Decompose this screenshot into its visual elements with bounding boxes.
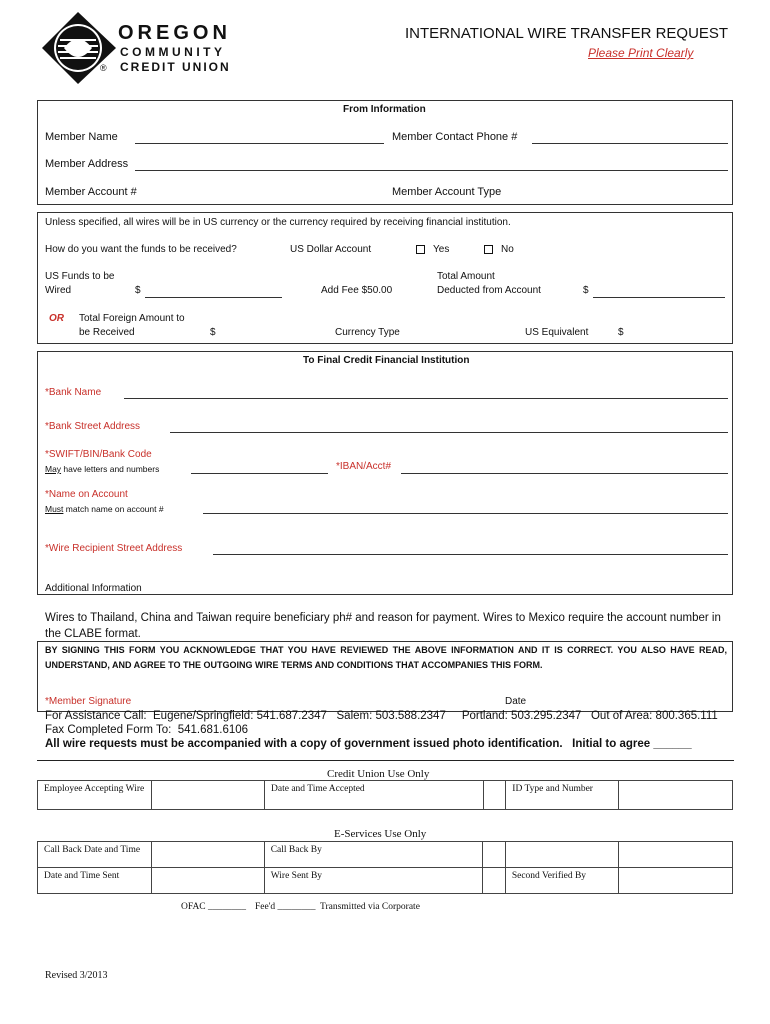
diamond-logo-icon [40,10,120,85]
recipient-street-label: *Wire Recipient Street Address [45,543,183,554]
name-on-account-field[interactable] [203,513,728,514]
bank-name-field[interactable] [124,398,728,399]
employee-accepting-label: Employee Accepting Wire [38,781,152,810]
name-note-underlined: Must [45,504,64,514]
swift-label: *SWIFT/BIN/Bank Code [45,449,152,460]
funds-box [37,212,733,344]
id-type-field[interactable] [619,781,733,810]
us-funds-label-1: US Funds to be [45,271,115,282]
blank-cell-1 [505,842,618,868]
us-funds-dollar: $ [135,285,141,296]
bank-name-label: *Bank Name [45,387,102,398]
add-fee-label: Add Fee $50.00 [321,285,393,296]
swift-field[interactable] [191,473,328,474]
bank-street-label: *Bank Street Address [45,421,141,432]
call-back-date-field[interactable] [151,842,264,868]
member-address-label: Member Address [45,158,129,170]
member-address-field[interactable] [135,170,728,171]
or-label: OR [49,313,64,324]
member-account-label: Member Account # [45,186,137,198]
no-checkbox[interactable] [484,245,493,254]
total-amount-label-1: Total Amount [437,271,495,282]
acknowledge-text: BY SIGNING THIS FORM YOU ACKNOWLEDGE THAT YOU HAVE REVIEWED THE ABOVE INFORMATION AND IT IS CORRECT. YOU ALSO HAVE READ, UNDERSTAND, AND AGREE TO THE OUTGOING WIRE TERMS AND CONDITIONS THAT ACCOMPANIES THIS FORM. [45,645,727,670]
yes-label: Yes [433,244,450,255]
member-contact-phone-field[interactable] [532,143,728,144]
swift-note-text: have letters and numbers [61,464,160,474]
total-amount-dollar: $ [583,285,589,296]
us-dollar-account-label: US Dollar Account [290,244,372,255]
call-back-by-label: Call Back By [264,842,483,868]
ofac-field[interactable]: OFAC ________ [181,902,247,912]
eservices-heading: E-Services Use Only [334,828,427,840]
date-time-sent-label: Date and Time Sent [38,868,152,894]
call-back-date-label: Call Back Date and Time [38,842,152,868]
date-time-accepted-field[interactable] [483,781,506,810]
final-credit-heading: To Final Credit Financial Institution [303,355,470,366]
swift-note-underlined: May [45,464,62,474]
cu-use-table [37,780,733,810]
revised-date: Revised 3/2013 [45,970,108,981]
cu-use-top-rule [37,760,734,761]
eservices-table [37,841,733,894]
logo-line1: OREGON [118,22,231,44]
funds-question: How do you want the funds to be received? [45,244,237,255]
wire-sent-by-label: Wire Sent By [264,868,483,894]
logo-line3: CREDIT UNION [120,60,231,74]
date-time-sent-field[interactable] [151,868,264,894]
member-name-label: Member Name [45,131,118,143]
logo [40,10,240,85]
total-amount-field[interactable] [593,297,725,298]
call-back-by-field[interactable] [483,842,506,868]
iban-field[interactable] [401,473,728,474]
second-verified-label: Second Verified By [505,868,618,894]
recipient-street-field[interactable] [213,554,728,555]
id-type-label: ID Type and Number [506,781,619,810]
wire-sent-by-field[interactable] [483,868,506,894]
form-title: INTERNATIONAL WIRE TRANSFER REQUEST [405,25,729,42]
us-equivalent-dollar: $ [618,327,624,338]
us-funds-field[interactable] [145,297,282,298]
from-information-heading: From Information [343,104,426,115]
foreign-amount-label-1: Total Foreign Amount to [79,313,185,324]
currency-type-label: Currency Type [335,327,400,338]
us-equivalent-label: US Equivalent [525,327,589,338]
cu-use-heading: Credit Union Use Only [327,768,430,780]
member-contact-phone-label: Member Contact Phone # [392,131,518,143]
wires-note: Wires to Thailand, China and Taiwan require beneficiary ph# and reason for payment. Wires to Mexico require the account number in the CLABE format. [45,612,721,640]
no-label: No [501,244,514,255]
foreign-amount-label-2: be Received [79,327,135,338]
yes-option[interactable] [416,244,449,255]
id-requirement: All wire requests must be accompanied with a copy of government issued photo identification. Initial to agree ______ [45,738,692,750]
transmitted-label: Transmitted via Corporate [320,902,420,912]
blank-cell-2[interactable] [619,842,733,868]
foreign-amount-dollar: $ [210,327,216,338]
total-amount-label-2: Deducted from Account [437,285,541,296]
feed-field[interactable]: Fee'd ________ [255,902,316,912]
registered-mark: ® [100,63,107,73]
yes-checkbox[interactable] [416,245,425,254]
no-option[interactable] [484,244,514,255]
name-on-account-label: *Name on Account [45,489,128,500]
member-account-type-label: Member Account Type [392,186,502,198]
from-information-box [37,100,733,205]
date-time-accepted-label: Date and Time Accepted [265,781,484,810]
fax-line: Fax Completed Form To: 541.681.6106 [45,724,249,736]
logo-line2: COMMUNITY [120,45,226,59]
us-funds-label-2: Wired [45,285,72,296]
assistance-phones: For Assistance Call: Eugene/Springfield: 541.687.2347 Salem: 503.588.2347 Portland: 503.295.2347 Out of Area: 800.365.111 [45,710,718,722]
iban-label: *IBAN/Acct# [336,461,392,472]
form-subtitle: Please Print Clearly [588,46,694,60]
currency-note: Unless specified, all wires will be in US currency or the currency required by receiving financial institution. [45,217,511,228]
employee-accepting-field[interactable] [152,781,265,810]
date-label: Date [505,696,527,707]
member-name-field[interactable] [135,143,384,144]
name-note-text: match name on account # [63,504,164,514]
bank-street-field[interactable] [170,432,728,433]
member-signature-label: *Member Signature [45,696,132,707]
additional-info-label: Additional Information [45,583,142,594]
swift-note [45,464,159,474]
second-verified-field[interactable] [619,868,733,894]
name-note [45,504,164,514]
